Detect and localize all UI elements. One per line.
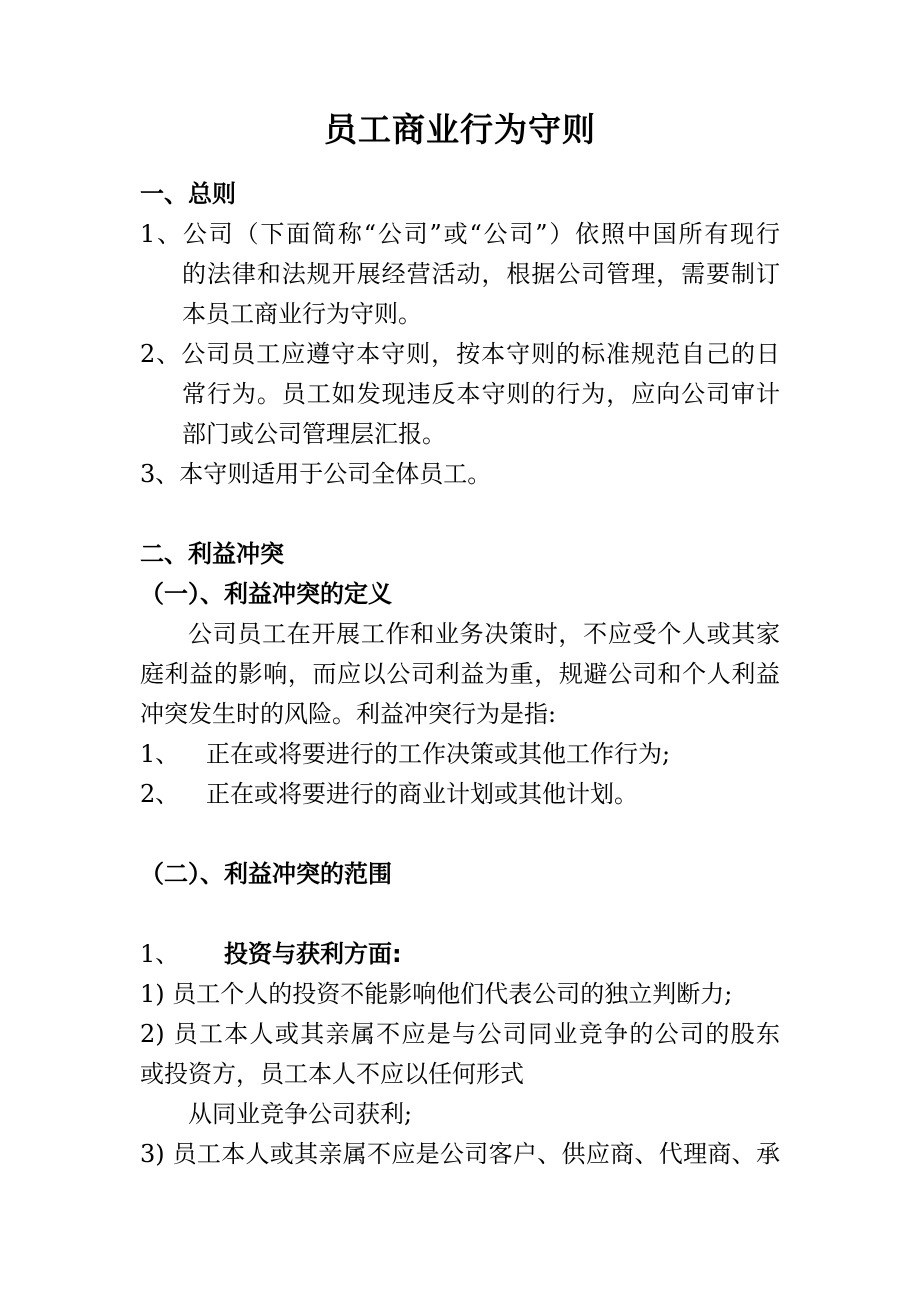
general-item-2-line-3: 部门或公司管理层汇报。 — [182, 420, 446, 448]
scope-item-1: 1) 员工个人的投资不能影响他们代表公司的独立判断力; — [140, 980, 733, 1008]
general-item-2-line-2: 常行为。员工如发现违反本守则的行为，应向公司审计 — [182, 380, 780, 408]
general-item-1-line-1: 1、公司（下面简称“公司”或“公司”）依照中国所有现行 — [140, 220, 780, 248]
general-item-1-line-2: 的法律和法规开展经营活动，根据公司管理，需要制订 — [182, 260, 780, 288]
document-title: 员工商业行为守则 — [324, 110, 596, 149]
scope-item-2-line-1: 2) 员工本人或其亲属不应是与公司同业竞争的公司的股东 — [140, 1020, 780, 1048]
general-item-2-line-1: 2、公司员工应遵守本守则，按本守则的标准规范自己的日 — [140, 340, 780, 368]
definition-list-text-2: 正在或将要进行的商业计划或其他计划。 — [206, 780, 638, 808]
subsection-heading-definition: （一）、利益冲突的定义 — [140, 580, 392, 608]
section-heading-conflict: 二、利益冲突 — [140, 540, 284, 568]
definition-list-number-2: 2、 — [140, 780, 180, 808]
definition-list-number-1: 1、 — [140, 740, 180, 768]
general-item-1-line-3: 本员工商业行为守则。 — [182, 300, 422, 328]
general-item-3: 3、本守则适用于公司全体员工。 — [140, 460, 492, 488]
scope-item-2-line-3: 从同业竞争公司获利; — [188, 1100, 413, 1128]
scope-point-text-1: 投资与获利方面: — [224, 940, 402, 968]
definition-list-text-1: 正在或将要进行的工作决策或其他工作行为; — [206, 740, 671, 768]
definition-para-line-3: 冲突发生时的风险。利益冲突行为是指: — [140, 700, 557, 728]
section-heading-general: 一、总则 — [140, 180, 236, 208]
definition-para-line-1: 公司员工在开展工作和业务决策时，不应受个人或其家 — [188, 620, 780, 648]
scope-item-2-line-2: 或投资方，员工本人不应以任何形式 — [140, 1060, 524, 1088]
scope-item-3-line-1: 3) 员工本人或其亲属不应是公司客户、供应商、代理商、承 — [140, 1140, 780, 1168]
scope-point-number-1: 1、 — [140, 940, 180, 968]
definition-para-line-2: 庭利益的影响，而应以公司利益为重，规避公司和个人利益 — [140, 660, 780, 688]
subsection-heading-scope: （二）、利益冲突的范围 — [140, 860, 392, 888]
